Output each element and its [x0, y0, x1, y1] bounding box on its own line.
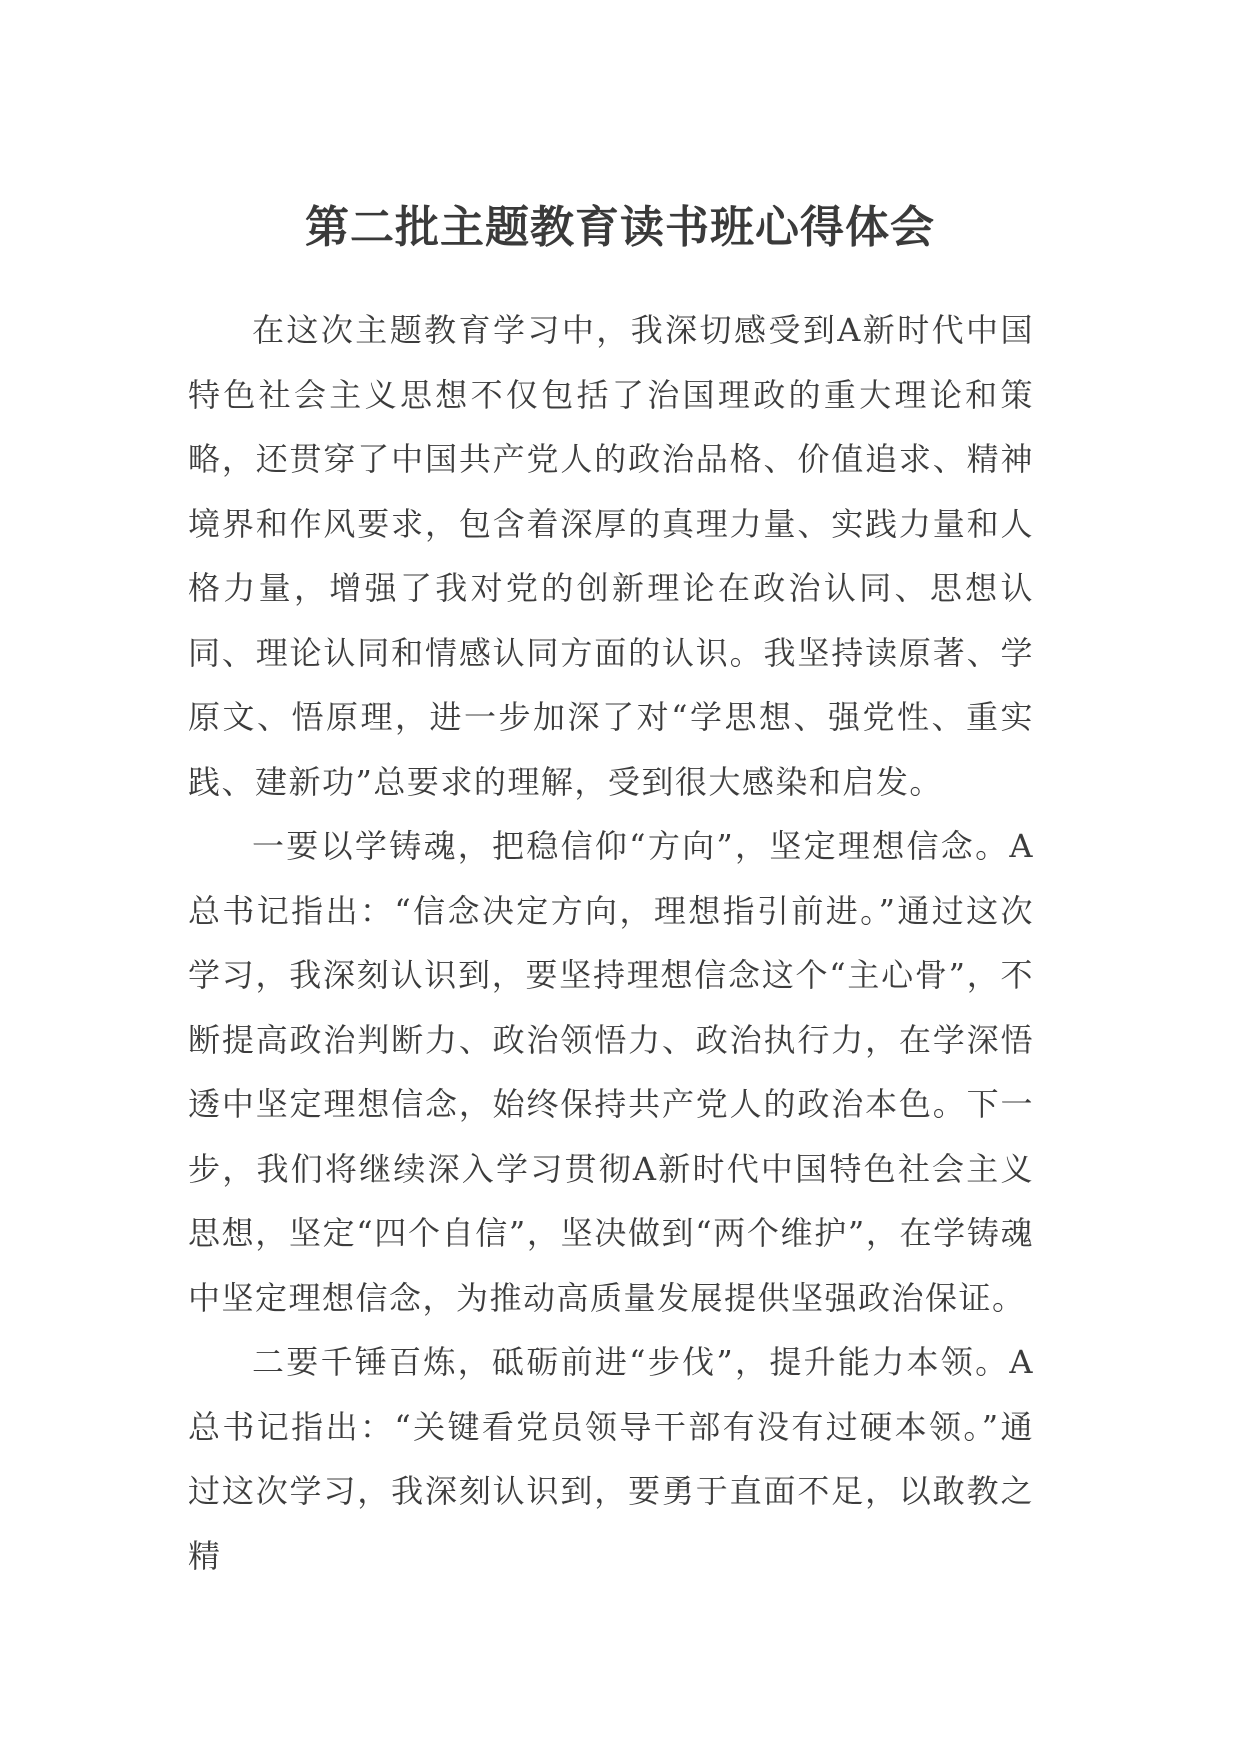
- document-title: 第二批主题教育读书班心得体会: [305, 202, 935, 253]
- paragraph-intro: 在这次主题教育学习中，我深切感受到A新时代中国特色社会主义思想不仅包括了治国理政的重大理论和策略，还贯穿了中国共产党人的政治品格、价值追求、精神境界和作风要求，包含着深厚的真理力量、实践力量和人格力量，增强了我对党的创新理论在政治认同、思想认同、理论认同和情感认同方面的认识。我坚持读原著、学原文、悟原理，进一步加深了对“学思想、强党性、重实践、建新功”总要求的理解，受到很大感染和启发。: [188, 311, 1034, 801]
- paragraph-point-two: 二要千锤百炼，砥砺前进“步伐”，提升能力本领。A总书记指出：“关键看党员领导干部有没有过硬本领。”通过这次学习，我深刻认识到，要勇于直面不足，以敢教之精: [188, 1343, 1034, 1575]
- document-body: [188, 298, 1034, 1588]
- paragraph-point-one: 一要以学铸魂，把稳信仰“方向”，坚定理想信念。A总书记指出：“信念决定方向，理想指引前进。”通过这次学习，我深刻认识到，要坚持理想信念这个“主心骨”，不断提高政治判断力、政治领悟力、政治执行力，在学深悟透中坚定理想信念，始终保持共产党人的政治本色。下一步，我们将继续深入学习贯彻A新时代中国特色社会主义思想，坚定“四个自信”，坚决做到“两个维护”，在学铸魂中坚定理想信念，为推动高质量发展提供坚强政治保证。: [188, 827, 1034, 1317]
